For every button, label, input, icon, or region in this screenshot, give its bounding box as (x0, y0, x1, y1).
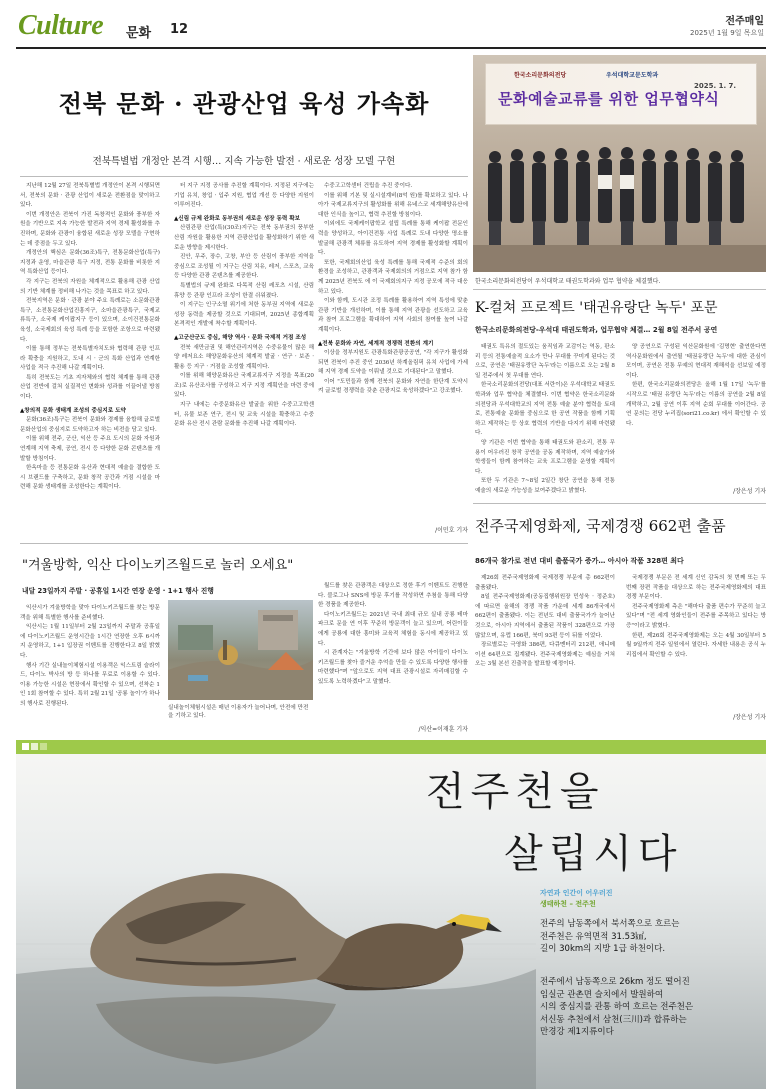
article4-headline: 전주국제영화제, 국제경쟁 662편 출품 (475, 517, 726, 535)
feature-paragraph1: 전주의 남동쪽에서 북서쪽으로 흐르는 전주천은 유역면적 31.53㎢, 길이 30km의 지방 1급 하천이다. (540, 919, 680, 954)
article1-subheading: ▲창의적 문화 생태계 조성의 중심지로 도약 (20, 407, 126, 414)
article4-col1: 제26회 전주국제영화제 국제경쟁 부문에 총 662편이 출품됐다. 8일 전주국제영화제(공동집행위원장 민성욱 · 정준호)에 따르면 올해의 경쟁 작품 가운데 세계 86개국에서 662편이 출품됐다. 이는 전년도 대비 출품국가가 늘어난 것으로, 아시아 지역에서 출품된 작품이 328편으로 가장 많았으며, 유럽 166편, 북미 93편 등이 뒤를 이었다. 장르별로는 극영화 386편, 다큐멘터리 212편, 애니메이션 64편으로 집계됐다. 전주국제영화제는 예심을 거쳐 오는 3월 본선 진출작을 발표할 예정이다. (475, 575, 615, 668)
article1-subheading: ▲전북 문화와 자연, 세계적 경쟁력 전환의 계기 (318, 340, 434, 347)
park-scene (168, 600, 313, 700)
banner-title: 문화예술교류를 위한 업무협약식 (498, 90, 720, 108)
article3-headline: "겨울방학, 익산 다이노키즈월드로 놀러 오세요" (22, 558, 294, 573)
page-number: 12 (170, 22, 189, 37)
feature-panel (16, 754, 766, 1089)
section-label: 문화 (126, 26, 152, 41)
feature-title-line2: 살립시다 (504, 831, 683, 877)
ceremony-photo-caption: 한국소리문화의전당이 우석대학교 태권도학과와 업무 협약을 체결했다. (475, 278, 661, 285)
article3-col1: 익산시가 겨울방학을 맞아 다이노키즈월드를 찾는 방문객을 위해 특별한 행사를 준비했다. 익산시는 1월 11일부터 2월 23일까지 주말과 공휴일에 다이노키즈월드 운영시간을 1시간 연장한 오후 6시까지 운영하고, 1+1 입장권 이벤트를 진행한다고 8일 밝혔다. 행사 기간 실내놀이체험시설 이용객은 익스트림 슬라이드, 다이노 박사의 방 등 하나를 무료로 이용할 수 있다. 이용 가능한 시설은 현장에서 확인할 수 있으며, 선착순 1인 1회 참여할 수 있다. 특히 2월 21일 '공룡 놀이'가 하나의 행사로 진행된다. (20, 605, 160, 707)
divider (473, 289, 766, 290)
banner-org-mid: 우석대학교문도학과 (606, 72, 659, 79)
article1-subheading: ▲고군산군도 중심, 해양 역사 · 문화 국제적 거점 조성 (174, 334, 307, 341)
article1-col2: 터 지구 지정 공사를 추진할 계획이다. 지정된 지구에는 기업 유치, 창업 · 입주 지원, 협업 개선 등 다양한 지원이 이루어진다. ▲신림 규제 완화로 동부권의 새로운 성장 동력 확보 산림관광 산업(특)(30조)지구는 전북 동부권의 풍부한 산림 자원을 활용한 지역 관광산업을 활성화하기 위한 새로운 방향을 제시한다. 진안, 무주, 장수, 고창, 부안 등 산림이 풍부한 지역을 중심으로 조성될 이 지구는 산림 치유, 레저, 스포츠, 교육 등 다양한 관광 콘텐츠를 제공한다. 특별법의 규제 완화로 다목적 산림 레포츠 시설, 산림 휴양 등 관광 인프라 조성이 한결 쉬워졌다. 이 지구는 인구소멸 위기에 처한 동부권 지역에 새로운 성장 동력을 제공할 것으로 기대되며, 2025년 종합계획 본격적인 개발에 착수할 계획이다. ▲고군산군도 중심, 해양 역사 · 문화 국제적 거점 조성 전북 새만금권 및 해안관리지역은 수중유물이 많은 해양 레저요소 해양문화유산의 체계적 발굴 · 연구 · 보존 · 활용 등 지구 · 거점을 조성할 계획이다. 이를 위해 해양문화유산 국제교류지구 지정을 목표(20조)로 유산조사를 구성하고 지구 지정 계획안을 마련 중에 있다. 지구 내에는 수중문화유산 발굴을 위한 수중고고학센터, 유물 보존 연구, 전시 및 교육 시설을 확충하고 수중 문화 유산 전시 관람 문화를 추진해 나갈 계획이다. (174, 183, 314, 428)
article4-subhead: 86개국 참가로 전년 대비 출품국가 증가… 아시아 작품 328편 최다 (475, 557, 684, 565)
article3-col2: 월드를 찾은 관광객은 대상으로 정한 후기 이벤트도 진행한다. 블로그나 SNS에 방문 후기를 작성하면 추첨을 통해 다양한 경품을 제공한다. 다이노키즈월드는 2021년 국내 최대 규모 실내 공룡 테마파크로 문을 연 이후 꾸준히 방문객이 늘고 있으며, 어린이들에게 공룡에 대한 흥미와 교육적 체험을 동시에 제공하고 있다. 시 관계자는 "겨울방학 기간에 보다 많은 아이들이 다이노키즈월드를 찾아 즐거운 추억을 만들 수 있도록 다양한 행사를 마련했다"며 "앞으로도 지역 대표 관광시설로 자리매김할 수 있도록 노력하겠다"고 말했다. (318, 583, 468, 685)
banner-org-left: 한국소리문화의전당 (514, 72, 567, 79)
issue-date: 2025년 1월 9일 목요일 (690, 29, 764, 37)
article1-col3: 수중고고학센터 건립을 추진 중이다. 이를 위해 기본 및 실시설계비(8억 원)를 확보하고 있다. 나아가 국제교류지구의 활성화를 위해 유네스코 세계해양유산에 대한 인식을 높이고, 협력 추진할 방침이다. 이외에도 국제케이팝학교 설립 특례를 통해 케이팝 전문인력을 양성하고, 아이건전통 사업 특례로 도내 다양한 명소를 발굴해 관광객 체류를 유도하여 지역 경제를 활성화할 계획이다. 또한, 국제회의산업 육성 특례를 통해 국제적 수준의 회의 환경을 조성하고, 관광객과 국제회의의 거점으로 지역 참가 함께 2025년 전북도 에 이 국제회의지구 지정 공모에 적극 대응하고 있다. 이와 함께, 도시관 조정 특례를 활용하여 지역 특성에 맞춘 관광 기반을 개선하며, 이를 통해 지역 관광을 선도하고 교육과 참여 프로그램을 확대하여 지역 사회의 참여를 높여 나갈 계획이다. ▲전북 문화와 자연, 세계적 경쟁력 전환의 계기 이상을 정부지원도 관광특화관광공공연, "각 지구가 활성화되면 전북이 추진 중인 2036년 하계올림픽 유치 사업에 가세해 지역 경제 도약을 이뤄낼 것으로 기대된다"고 말했다. 이어 "도민들과 함께 전북의 문화와 자연을 한단계 도약시켜 글로벌 경쟁력을 갖춘 관광지로 육성하겠다"고 강조했다. (318, 183, 468, 395)
divider (20, 176, 468, 177)
article3-subhead: 내달 23일까지 주말 · 공휴일 1시간 연장 운영 · 1+1 행사 진행 (22, 587, 214, 595)
article2-byline: /장은성 기자 (733, 488, 766, 495)
header-rule (16, 47, 766, 49)
feature-title-line1: 전주천을 (426, 769, 605, 815)
divider (473, 503, 766, 504)
article1-byline: /이민호 기자 (435, 527, 468, 534)
theme-park-caption: 실내놀이체험시설은 매년 이용자가 늘어나며, 안전에 만전을 기하고 있다. (168, 705, 309, 719)
article2-subhead: 한국소리문화의전당-우석대 태권도학과, 업무협약 체결… 2월 8일 전주서 공연 (475, 326, 718, 334)
theme-park-photo (168, 600, 313, 700)
feature-top-band (16, 740, 766, 754)
main-headline: 전북 문화 · 관광산업 육성 가속화 (58, 89, 430, 118)
section-title: Culture (18, 10, 104, 41)
ceremony-photo (473, 55, 766, 272)
article2-col2: 양 공연으로 구성된 익산문화원에 '김명현' 출연한다면 역사문화원에서 출연될 '태권유랑단 녹두'에 대한 관심이 모이며, 공연은 전통 무예의 현대적 재해석을 선보일 예정이다. 한편, 한국소리문화의전당은 올해 1월 17일 '녹두'를 시작으로 '태권 유랑단 녹두'라는 이름의 공연을 2월 8일 개막하고, 2월 공연 이후 지역 순회 무대를 이어간다. 공연 문의는 전당 누리집(sori21.co.kr) 에서 확인할 수 있다. (626, 344, 766, 427)
banner-date: 2025. 1. 7. (694, 82, 737, 90)
newspaper-name: 전주매일 (725, 16, 764, 27)
article2-col1: 태권도 특유의 절도있는 움직임과 교감이는 역동, 판소리 등의 전통예술적 요소가 만나 무대를 꾸미게 된다는 것으로, 공연은 '태권유랑단 녹두'라는 이름으로 오는 2월 8일 전주에서 첫 무대를 연다. 한국소리문화의전당(대표 서란이)은 우석대학교 태권도학과와 업무 협약을 체결했다. 이번 협약은 한국소리문화의전당과 우석대학교의 지역 전통 예술 분야 협력을 토대로, 전통예술 문화를 중심으로 한 공연 작품을 함께 기획하고 제작하는 등 상호 협력의 기반을 다지기 위해 마련됐다. 양 기관은 이번 협약을 통해 태권도와 판소리, 전통 무용이 어우러진 창작 공연을 공동 제작하며, 지역 예술가와 학생들이 함께 참여하는 교육 프로그램을 운영할 계획이다. 또한 두 기관은 7~8일 2일간 창단 공연을 통해 전통 예술의 새로운 가능성을 보여주겠다고 밝혔다. (475, 344, 615, 493)
main-subhead: 전북특별법 개정안 본격 시행… 지속 가능한 발전 · 새로운 성장 모델 구현 (92, 156, 396, 167)
article4-col2: 국제경쟁 부문은 전 세계 신인 감독의 첫 번째 또는 두 번째 장편 작품을 대상으로 하는 전주국제영화제의 대표 경쟁 부문이다. 전주국제영화제 측은 "해마다 출품 편수가 꾸준히 늘고 있다"며 "전 세계 영화인들이 전주를 주목하고 있다는 방증"이라고 밝혔다. 한편, 제26회 전주국제영화제는 오는 4월 30일부터 5월 9일까지 전주 일원에서 열린다. 자세한 내용은 공식 누리집에서 확인할 수 있다. (626, 575, 766, 658)
feature-tag2: 생태하천 – 전주천 (540, 900, 596, 908)
feature-paragraph2: 전주에서 남동쪽으로 26km 정도 떨어진 임실군 관촌면 슬치에서 발원하여 시의 중심지를 관통 하여 흐르는 전주천은 서신동 추천에서 삼천(三川)과 합류하는 만경강 제1지류이다 (540, 977, 694, 1037)
people-group (473, 135, 766, 272)
divider (20, 543, 468, 544)
masthead (14, 4, 766, 44)
article1-subheading: ▲신림 규제 완화로 동부권의 새로운 성장 동력 확보 (174, 215, 301, 222)
feature-tag1: 자연과 인간이 어우러진 (540, 889, 613, 897)
article2-headline: K-컬쳐 프로젝트 '태권유랑단 녹두' 포문 (475, 300, 718, 316)
article3-byline: /익산=이재훈 기자 (418, 726, 468, 733)
article4-byline: /장은성 기자 (733, 714, 766, 721)
banner (485, 63, 757, 125)
article1-col1: 지난해 12월 27일 전북특별법 개정안이 본격 시행되면서, 전북의 문화 · 관광 산업이 새로운 전환점을 맞이하고 있다. 이번 개정안은 전북이 가진 독창적인 문화와 풍부한 자원을 기반으로 지속 가능한 발전과 지역 경제 활성화를 추진하며, 문화와 관광이 융합된 새로운 성장 모델을 구현하는 데 중점을 두고 있다. 개정안의 핵심은 문화(36조)특구, 전통문화산업(특구) 지정과 운영, 마을관광 특구 지정, 전통 문화를 비롯한 지역 특화산업 등이다. 각 지구는 전북의 자원을 체계적으로 활용해 관광 산업의 기반 체계를 정비해 나가는 것을 목표로 하고 있다. 전북지역은 문화 · 관광 분야 주요 특례로는 소문화관광특구, 소전통문화산업진흥지구, 소마을관광특구, 국제교류특구, 소국제 케이팝지구 등이 있으며, 소이건전통문화 육성, 소국제회의 육성 특례 등을 포함한 조항으로 마련됐다. 이를 통해 정부는 전북특별자치도와 협력해 관광 인프라 확충을 지원하고, 도내 시 · 군의 특화 산업과 연계한 사업을 적극 추진해 나갈 계획이다. 특히 전북도는 기초 지자체와의 협력 체계를 통해 관광 산업 전반에 걸쳐 실질적인 변화와 성과를 이끌어낼 방침이다. ▲창의적 문화 생태계 조성의 중심지로 도약 문화(36조)특구는 전북이 문화와 경제를 융합해 글로벌 문화산업의 중심지로 도약하고자 하는 비전을 담고 있다. 이를 위해 전주, 군산, 익산 등 주요 도시의 문화 자원과 연계해 지역 축제, 공연, 전시 등 다양한 문화 콘텐츠를 개발할 방침이다. 한옥마을 등 전통문화 유산과 현대적 예술을 결합한 도시 브랜드를 구축하고, 문화 창작 공간과 거점 시설을 마련해 문화 생태계를 조성한다는 계획이다. (20, 183, 160, 491)
